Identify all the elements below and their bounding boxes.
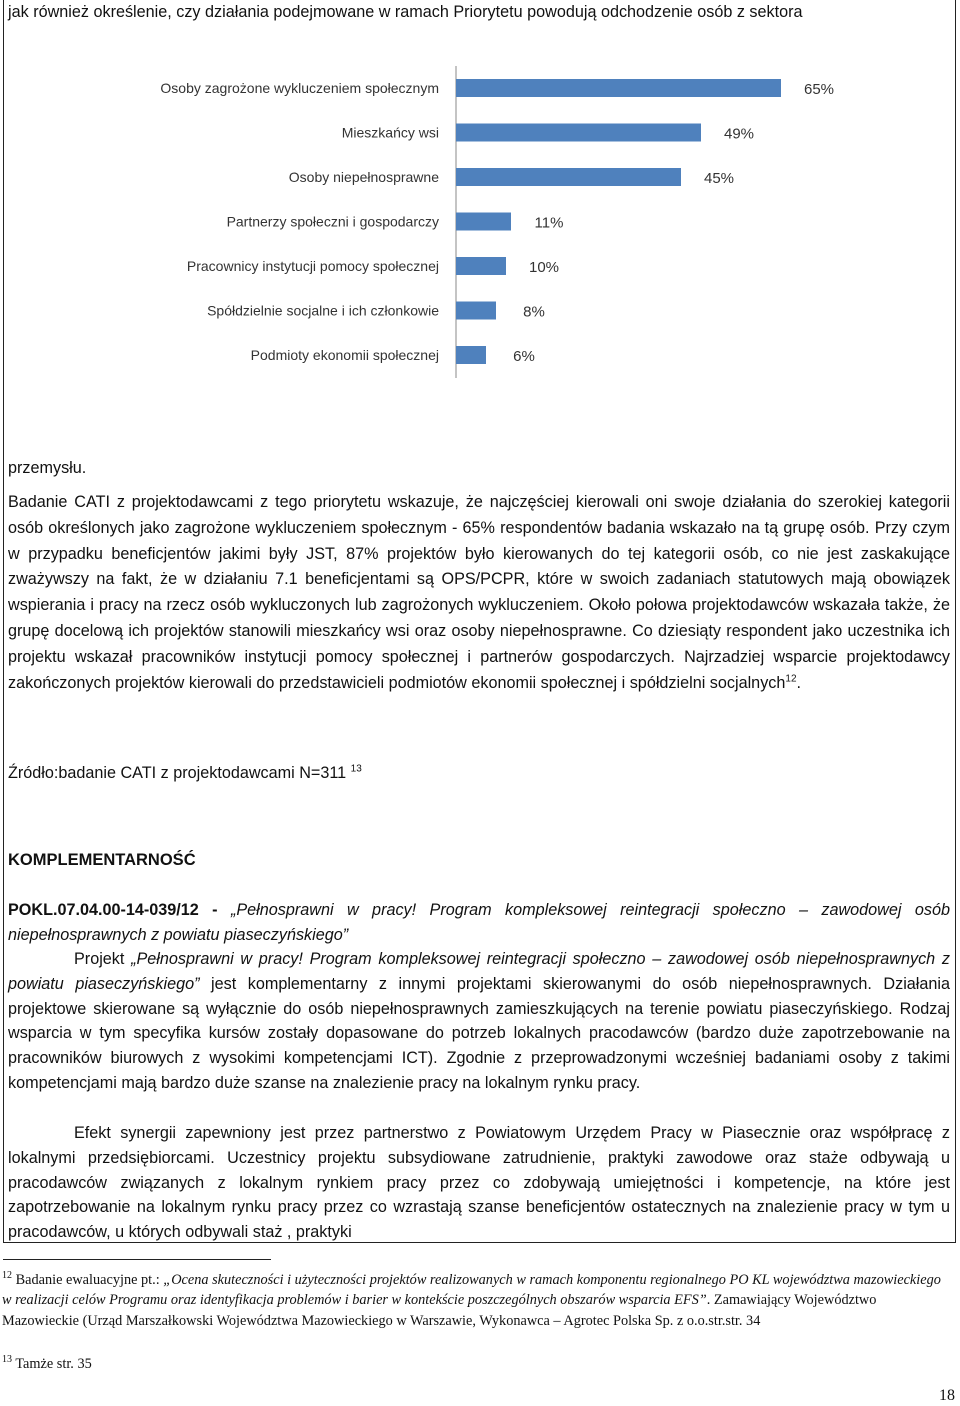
chart-category-label: Osoby zagrożone wykluczeniem społecznym (160, 80, 439, 96)
chart-bar (456, 257, 506, 275)
project-title: „Pełnosprawni w pracy! Program kompleksowej reintegracji społeczno – zawodowej osób niepełnosprawnych z powiatu piaseczyńskiego” (8, 950, 950, 993)
top-text: jak również określenie, czy działania podejmowane w ramach Priorytetu powodują odchodzenie osób z sektora (8, 3, 803, 21)
pokl-title: „Pełnosprawni w pracy! Program kompleksowej reintegracji społeczno – zawodowej osób niepełnosprawnych z powiatu piaseczyńskiego” (8, 901, 950, 944)
section-header: KOMPLEMENTARNOŚĆ (8, 851, 196, 869)
chart-category-label: Pracownicy instytucji pomocy społecznej (186, 258, 439, 274)
project-paragraph (8, 947, 950, 1096)
project-text: jest komplementarny z innymi projektami skierowanymi do osób niepełnosprawnych. Działania projektowe skierowane są wyłącznie do osób niepełnosprawnych zamieszkujących na terenie powiatu piaseczyńskiego. Rodzaj wsparcia w tym specyfika kursów zostały dopasowane do potrzeb lokalnych pracodawców (bardzo duże zapotrzebowanie na pracowników biurowych z wysokimi kompetencjami ICT). Zgodnie z przeprowadzonymi wcześniej badaniami osoby z takimi kompetencjami mają bardzo duże szanse na znalezienie pracy na lokalnym rynku pracy. (8, 974, 950, 1092)
przemyslu-text: przemysłu. (8, 459, 87, 477)
main-paragraph-text: Badanie CATI z projektodawcami z tego priorytetu wskazuje, że najczęściej kierowali oni swoje działania do szerokiej kategorii osób określonych jako zagrożone wykluczeniem społecznym - 65% respondentów badania wskazało na tą grupę osób. Przy czym w przypadku beneficjentów jakimi były JST, 87% projektów było kierowanych do tej kategorii osób, co nie jest zaskakujące zważywszy na fakt, że w działaniu 7.1 beneficjentami są OPS/PCPR, które w swoich zadaniach statutowych mają obowiązek wspierania i pracy na rzecz osób wykluczonych lub zagrożonych wykluczeniem. Około połowa projektodawców wskazała także, że grupę docelową ich projektów stanowili mieszkańcy wsi oraz osoby niepełnosprawne. Co dziesiąty respondent jako uczestnika ich projektu wskazał pracowników instytucji pomocy społecznej i partnerów gospodarczych. Najrzadziej wsparcie projektodawcy zakończonych projektów kierowali do przedstawicieli podmiotów ekonomii społecznej i spółdzielni socjalnych (8, 493, 950, 692)
chart-bar (456, 302, 496, 320)
source-line (8, 761, 950, 787)
chart-bar (456, 124, 701, 142)
source-text: Źródło:badanie CATI z projektodawcami N=311 (8, 764, 347, 782)
chart-category-label: Osoby niepełnosprawne (288, 169, 439, 185)
efekt-paragraph: Efekt synergii zapewniony jest przez partnerstwo z Powiatowym Urzędem Pracy w Piasecznie oraz współpracę z lokalnymi przedsiębiorcami. Uczestnicy projektu subsydiowane zatrudnienie, praktyki zawodowe oraz staże odbywają u pracodawców związanych z lokalnym rynkiem pracy przez co zdobywają umiejętności i kompetencje, na które jest zapotrzebowanie na lokalnym rynku pracy przez co wzrastają szanse beneficjentów ostatecznych na znalezienie pracy w tym u pracodawców, u których odbywali staż , praktyki (8, 1124, 950, 1242)
chart-value-label: 11% (534, 214, 564, 232)
footnote-13 (2, 1354, 942, 1374)
page-number: 18 (939, 1387, 955, 1404)
bar-chart (0, 60, 960, 390)
chart-value-label: 49% (723, 125, 755, 143)
main-paragraph-end: . (796, 673, 802, 692)
footnote-12-num: 12 (2, 1270, 12, 1282)
chart-category-label: Partnerzy społeczni i gospodarczy (226, 213, 439, 230)
footnote-12-lead: Badanie ewaluacyjne pt.: (12, 1272, 164, 1288)
footnote-12 (2, 1270, 942, 1331)
project-prefix: Projekt (74, 950, 132, 968)
chart-category-label: Mieszkańcy wsi (341, 124, 439, 141)
chart-value-label: 10% (528, 259, 560, 276)
chart-bar (456, 346, 486, 364)
chart-category-label: Spółdzielnie socjalne i ich członkowie (207, 302, 439, 319)
chart-bar (456, 213, 511, 231)
footnote-separator (3, 1259, 271, 1260)
pokl-heading (8, 898, 950, 948)
footnote-ref-12[interactable]: 12 (785, 673, 797, 685)
chart-category-label: Podmioty ekonomii społecznej (250, 347, 439, 363)
chart-bar (456, 168, 681, 186)
footnote-12-rest: . Zamawiający Województwo Mazowieckie (Urząd Marszałkowski Województwa Mazowieckiego w Warszawie, Wykonawca – Agrotec Polska Sp. z o.o.str.str. 34 (2, 1292, 877, 1329)
footnote-12-title: „Ocena skuteczności i użyteczności projektów realizowanych w ramach komponentu regionalnego PO KL województwa mazowieckiego w realizacji celów Programu oraz identyfikacja problemów i barier w kontekście poszczególnych obszarów wsparcia EFS” (2, 1272, 941, 1309)
main-paragraph (8, 490, 950, 696)
chart-value-label: 65% (803, 81, 835, 98)
chart-value-label: 45% (703, 170, 735, 187)
chart-bar (456, 79, 781, 97)
pokl-code: POKL.07.04.00-14-039/12 - (8, 901, 231, 919)
footnote-13-text: Tamże str. 35 (12, 1356, 92, 1372)
chart-value-label: 6% (513, 348, 535, 365)
footnote-13-num: 13 (2, 1354, 12, 1366)
footnote-ref-13[interactable]: 13 (350, 763, 362, 775)
chart-value-label: 8% (523, 303, 545, 321)
